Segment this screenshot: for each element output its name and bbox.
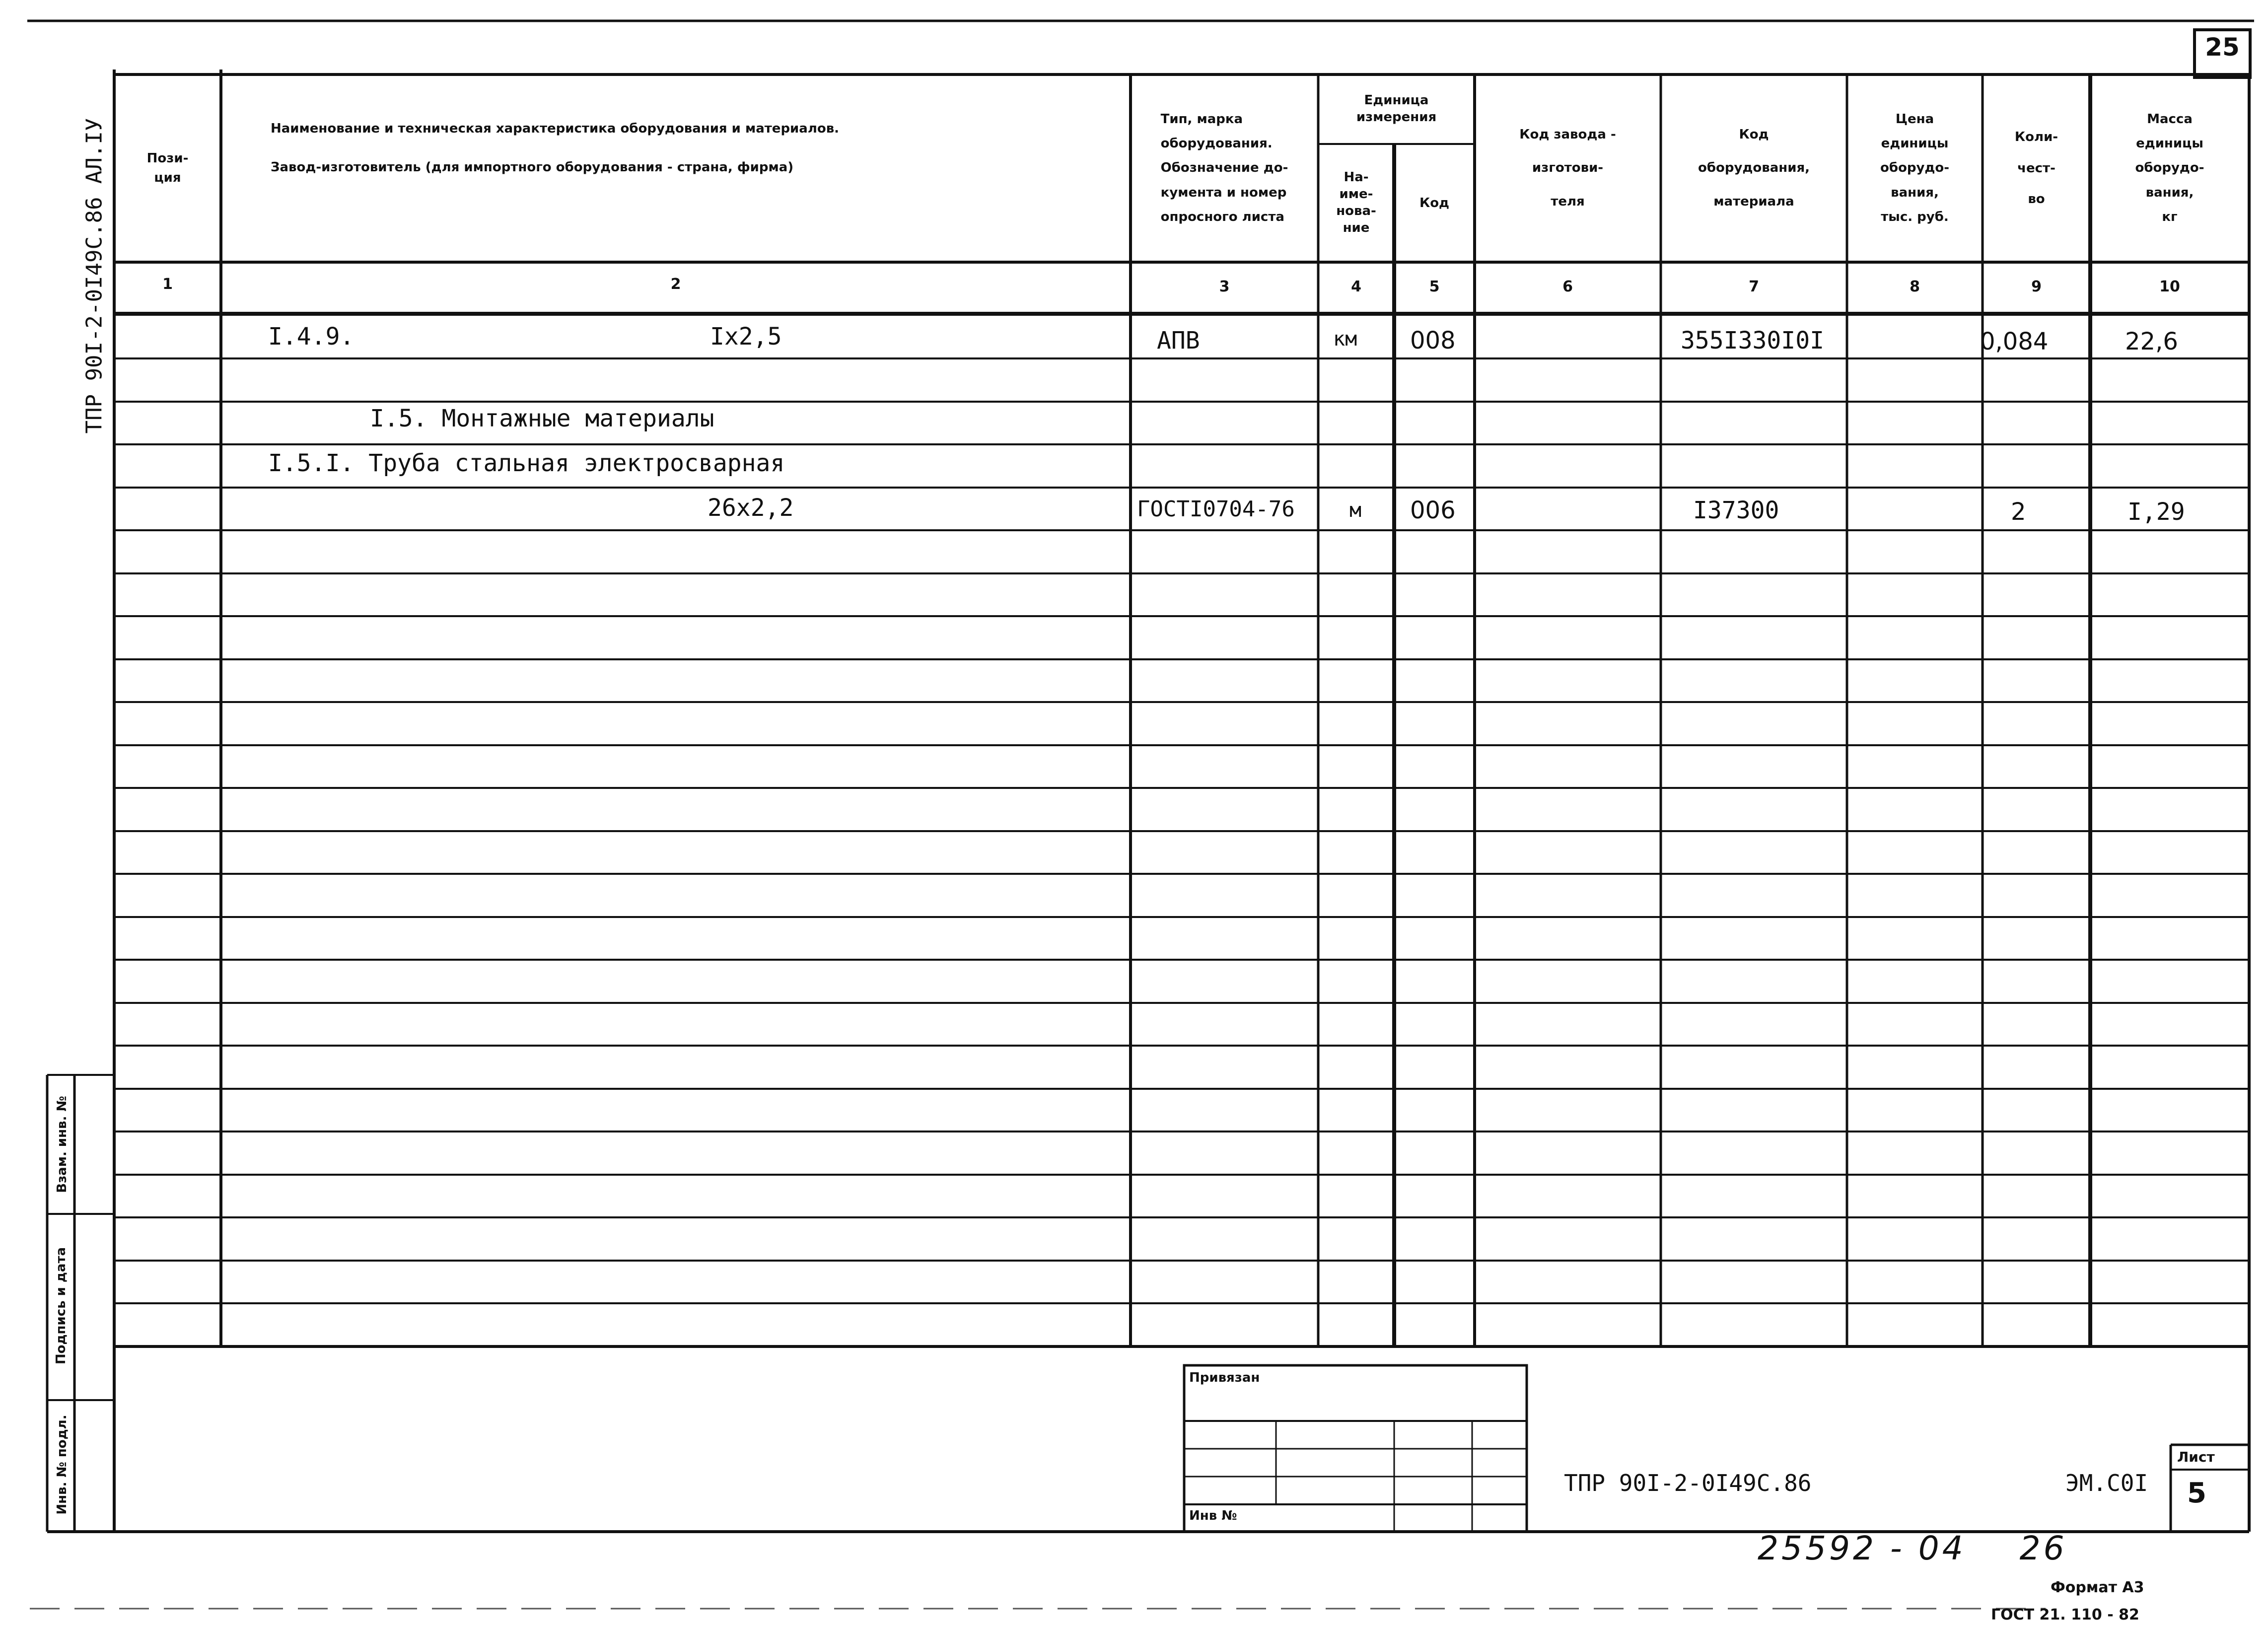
header-unit-price: Цена единицы оборудо- вания, тыс. руб. [1880, 111, 1950, 225]
row1-code: 355I330I0I [1681, 327, 1824, 354]
col-number-9: 9 [2031, 278, 2042, 295]
gost-label: ГОСТ 21. 110 - 82 [1991, 1606, 2139, 1624]
format-label: Формат А3 [2051, 1579, 2144, 1596]
header-type: Тип, марка оборудования. Обозначение до- кумента и номер опросного листа [1160, 111, 1288, 225]
header-position: Пози- ция [146, 151, 189, 185]
label-podpis-data: Подпись и дата [54, 1247, 69, 1365]
header-manufacturer-code: Код завода - изготови- теля [1519, 127, 1616, 209]
row3-name-a: I.5.I. Труба стальная электросварная [268, 449, 785, 477]
row1-type: АПВ [1157, 327, 1200, 354]
header-unit-code: Код [1419, 195, 1450, 211]
col-number-10: 10 [2159, 278, 2180, 295]
col-number-1: 1 [162, 276, 173, 293]
list-number: 5 [2187, 1477, 2206, 1509]
row1-name-b: Iх2,5 [710, 323, 782, 351]
col-number-2: 2 [670, 276, 681, 293]
header-unit-mass: Масса единицы оборудо- вания, кг [2135, 111, 2204, 225]
header-unit-name: На- име- нова- ние [1336, 170, 1376, 235]
row1-mass: 22,6 [2125, 328, 2178, 355]
section-heading: I.5. Монтажные материалы [370, 405, 714, 432]
stamp-privyazan: Привязан [1189, 1370, 1260, 1385]
row1-unit-code: 008 [1410, 327, 1456, 354]
row4-unit-code: 006 [1410, 496, 1456, 524]
label-vzam-inv: Взам. инв. № [55, 1096, 70, 1193]
col-number-8: 8 [1910, 278, 1920, 295]
row4-name-b: 26х2,2 [708, 494, 794, 522]
handwritten-archive-number: 25592 - 04 26 [1758, 1529, 2067, 1567]
row1-unit: км [1333, 328, 1357, 351]
row4-code: I37300 [1693, 496, 1779, 524]
header-quantity: Коли- чест- во [2014, 130, 2058, 207]
side-stamp: ТПР 90I-2-0I49С.86 АЛ.IУ [81, 118, 107, 434]
col-number-4: 4 [1351, 278, 1361, 295]
row1-qty: 0,084 [1980, 328, 2049, 355]
header-unit-group: Единица измерения [1356, 93, 1437, 125]
col-number-5: 5 [1429, 278, 1440, 295]
row4-type: ГОСТI0704-76 [1137, 496, 1295, 522]
label-inv-podl: Инв. № подл. [55, 1414, 70, 1515]
row4-unit: м [1349, 499, 1362, 522]
row4-qty: 2 [2011, 498, 2026, 526]
col-number-3: 3 [1219, 278, 1230, 295]
page-number: 25 [2205, 33, 2240, 62]
row4-mass: I,29 [2127, 498, 2185, 526]
header-name: Наименование и техническая характеристика оборудования и материалов. Завод-изготовитель (для импортного оборудования - страна, фирма) [271, 121, 840, 175]
doc-code: ТПР 90I-2-0I49С.86 [1564, 1470, 1812, 1496]
sheet-code: ЭМ.С0I [2065, 1470, 2148, 1496]
col-number-6: 6 [1562, 278, 1573, 295]
col-number-7: 7 [1749, 278, 1759, 295]
header-equipment-code: Код оборудования, материала [1698, 127, 1810, 209]
row1-name-a: I.4.9. [268, 323, 354, 351]
list-label: Лист [2177, 1449, 2215, 1465]
stamp-inv-no: Инв № [1189, 1508, 1237, 1523]
